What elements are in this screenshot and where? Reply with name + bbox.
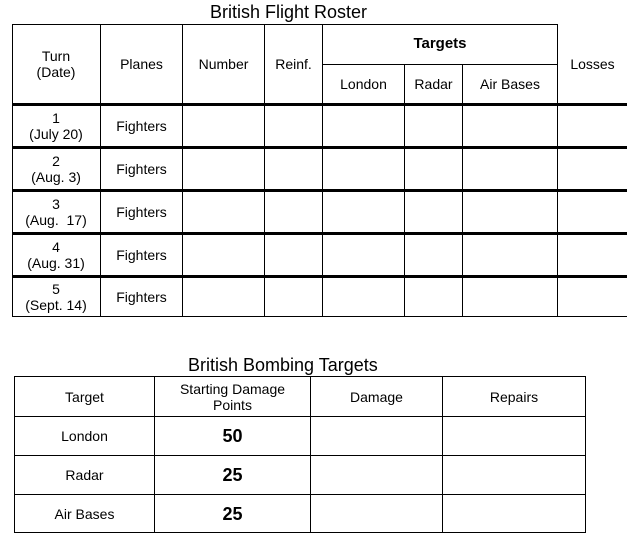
target-name: Air Bases — [54, 505, 115, 522]
row-turn — [12, 235, 100, 275]
turn-number: 1 — [52, 110, 60, 126]
turn-number: 3 — [52, 196, 60, 212]
turn-date: (Aug. 17) — [25, 212, 87, 228]
header-turn-label: Turn — [41, 48, 71, 64]
roster-title: British Flight Roster — [210, 2, 368, 22]
header-turn — [12, 24, 100, 104]
header-repairs: Repairs — [489, 388, 539, 405]
turn-number: 4 — [52, 239, 60, 255]
starting-damage-points: 25 — [222, 503, 243, 524]
starting-damage-points: 25 — [222, 465, 243, 485]
bombing-border-bottom — [14, 532, 586, 533]
header-reinf: Reinf. — [275, 56, 312, 72]
header-losses: Losses — [570, 56, 615, 72]
turn-number: 5 — [52, 281, 60, 297]
header-targets: Targets — [413, 35, 467, 52]
turn-date: (Aug. 31) — [27, 255, 85, 271]
row-planes: Fighters — [116, 118, 167, 134]
header-date-label: (Date) — [36, 64, 76, 80]
starting-damage-points: 50 — [222, 426, 243, 446]
turn-date: (July 20) — [29, 126, 83, 142]
bombing-title: British Bombing Targets — [188, 355, 378, 375]
header-air-bases: Air Bases — [480, 76, 540, 92]
row-planes: Fighters — [116, 247, 167, 263]
header-radar: Radar — [414, 76, 453, 92]
header-number: Number — [198, 56, 249, 72]
header-planes: Planes — [120, 56, 163, 72]
header-target: Target — [65, 388, 104, 405]
row-turn — [12, 149, 100, 189]
target-name: London — [61, 428, 108, 444]
flight-roster-table — [12, 24, 627, 318]
row-turn — [12, 278, 100, 316]
header-damage: Damage — [350, 388, 403, 405]
row-turn — [12, 106, 100, 146]
bombing-targets-table — [14, 376, 586, 533]
roster-border-bottom — [12, 316, 627, 317]
header-starting-damage — [155, 377, 310, 416]
row-planes: Fighters — [116, 204, 167, 220]
bombing-border-right — [585, 376, 586, 533]
row-turn — [12, 192, 100, 232]
turn-date: (Aug. 3) — [31, 169, 81, 185]
row-planes: Fighters — [116, 289, 167, 305]
starting-damage-points-label: Points — [213, 396, 252, 413]
turn-date: (Sept. 14) — [25, 297, 87, 313]
header-london: London — [340, 76, 387, 92]
target-name: Radar — [65, 467, 104, 483]
turn-number: 2 — [52, 153, 60, 169]
starting-damage-label: Starting Damage — [179, 380, 286, 397]
row-planes: Fighters — [116, 161, 167, 177]
